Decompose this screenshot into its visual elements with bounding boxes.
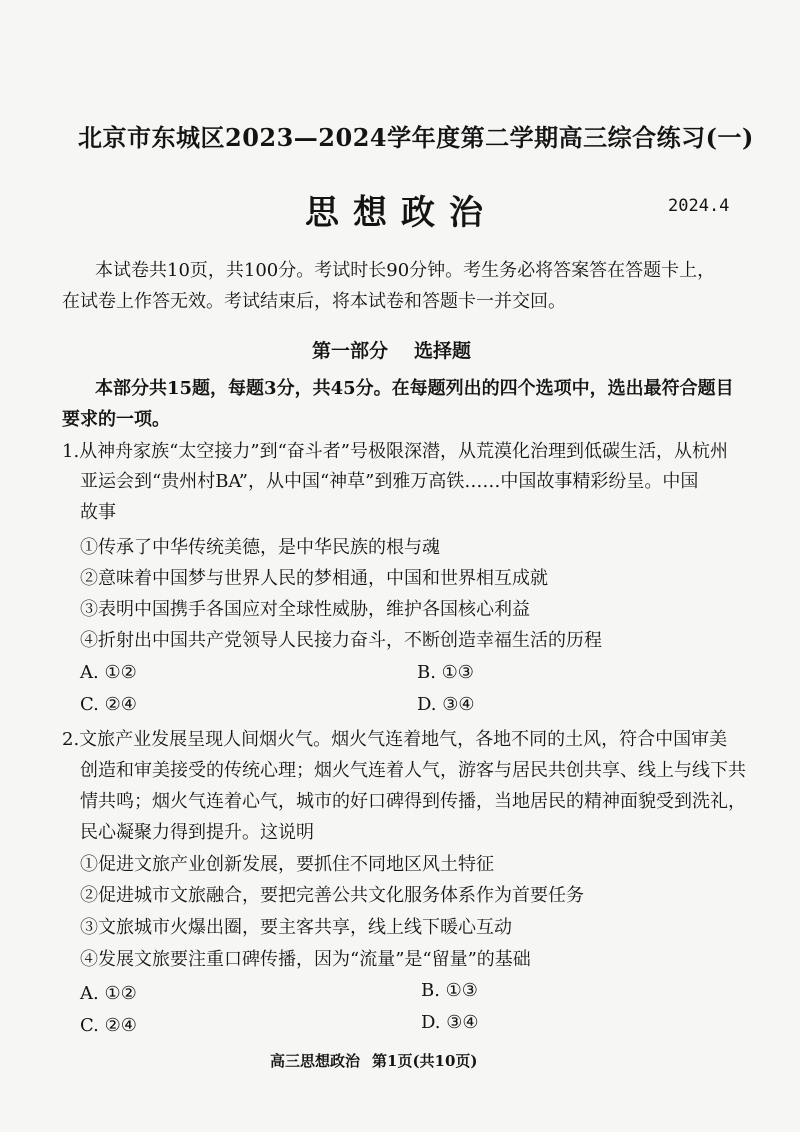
- q2-option-d: D. ③④: [421, 1012, 479, 1033]
- subject-title: 思想政治: [305, 193, 497, 233]
- section-heading: [312, 336, 497, 363]
- page-footer: [270, 1050, 490, 1071]
- q1-option-a: A. ①②: [80, 662, 137, 683]
- section-part: 第一部分: [312, 340, 389, 362]
- footer-page-number: 第1页(共10页): [372, 1052, 478, 1070]
- q1-option-b: B. ①③: [417, 662, 474, 683]
- q1-stem-line: 亚运会到“贵州村BA”，从中国“神草”到雅万高铁……中国故事精彩纷呈。中国: [80, 471, 699, 492]
- section-intro-line: 要求的一项。: [62, 409, 170, 430]
- q2-stem-line: 2.文旅产业发展呈现人间烟火气。烟火气连着地气，各地不同的土风，符合中国审美: [62, 729, 728, 750]
- q1-option-c: C. ②④: [80, 694, 137, 715]
- q2-statement: ③文旅城市火爆出圈，要主客共享，线上线下暖心互动: [80, 917, 512, 938]
- q1-statement: ③表明中国携手各国应对全球性威胁，维护各国核心利益: [80, 599, 530, 620]
- q2-stem-line: 创造和审美接受的传统心理；烟火气连着人气，游客与居民共创共享、线上与线下共: [80, 760, 746, 781]
- section-intro-line: 本部分共15题，每题3分，共45分。在每题列出的四个选项中，选出最符合题目: [95, 378, 734, 399]
- footer-subject: 高三思想政治: [270, 1052, 361, 1070]
- q2-option-b: B. ①③: [421, 980, 478, 1001]
- q1-stem-line: 故事: [80, 502, 116, 523]
- q2-statement: ①促进文旅产业创新发展，要抓住不同地区风土特征: [80, 854, 494, 875]
- q2-stem-line: 情共鸣；烟火气连着心气，城市的好口碑得到传播，当地居民的精神面貌受到洗礼，: [80, 791, 746, 812]
- exam-title: 北京市东城区2023—2024学年度第二学期高三综合练习(一): [78, 123, 754, 152]
- q1-stem-line: 1.从神舟家族“太空接力”到“奋斗者”号极限深潜，从荒漠化治理到低碳生活，从杭州: [62, 441, 728, 462]
- q2-statement: ④发展文旅要注重口碑传播，因为“流量”是“留量”的基础: [80, 949, 531, 970]
- q1-statement: ②意味着中国梦与世界人民的梦相通，中国和世界相互成就: [80, 568, 548, 589]
- q1-statement: ④折射出中国共产党领导人民接力奋斗，不断创造幸福生活的历程: [80, 630, 602, 651]
- instructions-line: 本试卷共10页，共100分。考试时长90分钟。考生务必将答案答在答题卡上，: [95, 260, 716, 281]
- section-name: 选择题: [414, 340, 472, 362]
- q2-statement: ②促进城市文旅融合，要把完善公共文化服务体系作为首要任务: [80, 885, 584, 906]
- q1-option-d: D. ③④: [417, 694, 475, 715]
- q2-option-c: C. ②④: [80, 1015, 137, 1036]
- q2-stem-line: 民心凝聚力得到提升。这说明: [80, 822, 314, 843]
- exam-date: 2024.4: [668, 196, 730, 216]
- q1-statement: ①传承了中华传统美德，是中华民族的根与魂: [80, 537, 440, 558]
- instructions-line: 在试卷上作答无效。考试结束后，将本试卷和答题卡一并交回。: [62, 291, 566, 312]
- q2-option-a: A. ①②: [80, 983, 137, 1004]
